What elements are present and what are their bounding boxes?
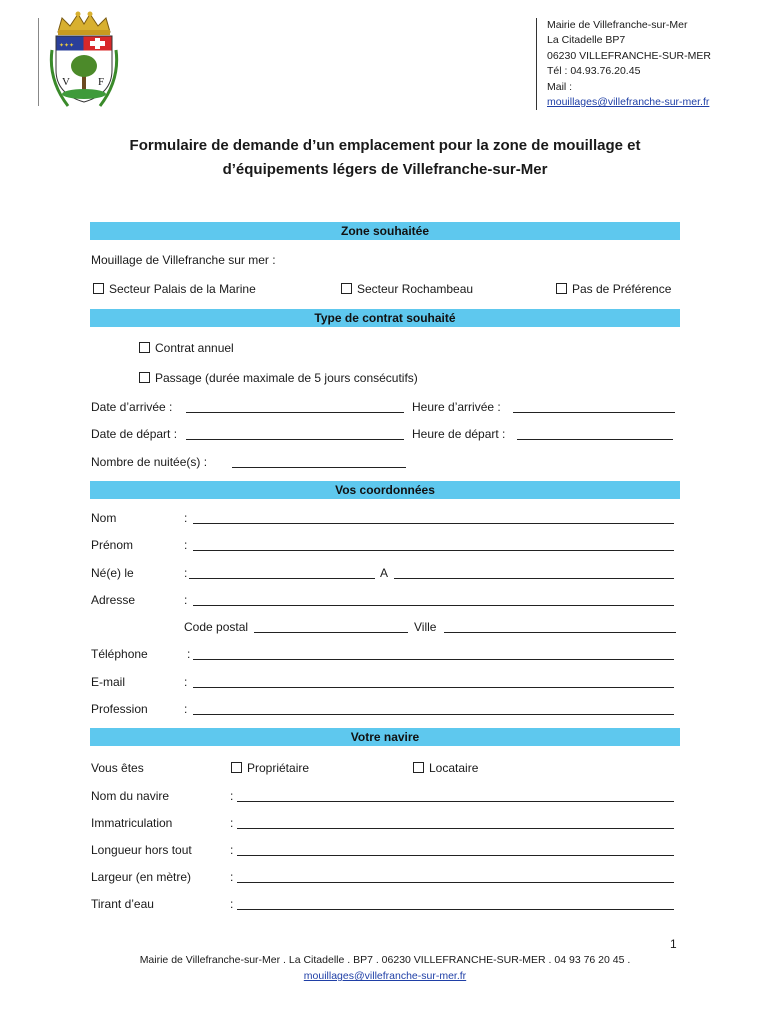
address-line: 06230 VILLEFRANCHE-SUR-MER — [547, 49, 711, 62]
field-largeur[interactable] — [237, 882, 674, 883]
label-ville: Ville — [414, 620, 437, 634]
label-date-depart: Date de départ : — [91, 427, 178, 441]
colon: : — [184, 566, 188, 580]
field-lieu-naissance[interactable] — [394, 578, 674, 579]
checkbox-icon[interactable] — [139, 342, 150, 353]
field-ville[interactable] — [444, 632, 676, 633]
section-header-coordonnees: Vos coordonnées — [90, 481, 680, 499]
checkbox-label: Passage (durée maximale de 5 jours consécutifs) — [155, 371, 418, 385]
label-longueur: Longueur hors tout — [91, 843, 192, 857]
label-heure-arrivee: Heure d’arrivée : — [412, 400, 501, 414]
field-heure-depart[interactable] — [517, 439, 673, 440]
checkbox-icon[interactable] — [139, 372, 150, 383]
label-code-postal: Code postal — [184, 620, 249, 634]
coat-of-arms-icon — [48, 10, 120, 110]
field-nom-navire[interactable] — [237, 801, 674, 802]
label-immatriculation: Immatriculation — [91, 816, 173, 830]
address-block — [536, 18, 770, 110]
colon: : — [184, 593, 188, 607]
svg-text:✦✦✦: ✦✦✦ — [59, 42, 75, 49]
checkbox-icon[interactable] — [341, 283, 352, 294]
header-email-link[interactable]: mouillages@villefranche-sur-mer.fr — [547, 96, 710, 109]
label-ne-le: Né(e) le — [91, 566, 134, 580]
zone-intro: Mouillage de Villefranche sur mer : — [91, 253, 276, 267]
colon: : — [230, 816, 234, 830]
form-title-line1: Formulaire de demande d’un emplacement pour la zone de mouillage et — [129, 137, 641, 154]
field-email[interactable] — [193, 687, 674, 688]
page-number: 1 — [670, 937, 677, 951]
header-divider — [38, 18, 39, 106]
field-telephone[interactable] — [193, 659, 674, 660]
label-telephone: Téléphone — [91, 647, 148, 661]
colon: : — [187, 647, 191, 661]
label-heure-depart: Heure de départ : — [412, 427, 506, 441]
address-line: Mail : — [547, 80, 573, 93]
label-profession: Profession — [91, 702, 148, 716]
checkbox-contrat-annuel[interactable] — [139, 340, 234, 356]
field-heure-arrivee[interactable] — [513, 412, 675, 413]
logo-letter-v: V — [62, 76, 70, 88]
label-adresse: Adresse — [91, 593, 136, 607]
field-adresse[interactable] — [193, 605, 674, 606]
address-line: La Citadelle BP7 — [547, 34, 626, 47]
colon: : — [184, 511, 188, 525]
section-header-navire: Votre navire — [90, 728, 680, 746]
label-email: E-mail — [91, 675, 126, 689]
field-date-depart[interactable] — [186, 439, 404, 440]
colon: : — [184, 702, 188, 716]
colon: : — [230, 897, 234, 911]
section-header-contrat: Type de contrat souhaité — [90, 309, 680, 327]
field-date-naissance[interactable] — [189, 578, 375, 579]
label-nuitees: Nombre de nuitée(s) : — [91, 455, 208, 469]
checkbox-label: Secteur Rochambeau — [357, 282, 474, 296]
section-header-zone: Zone souhaitée — [90, 222, 680, 240]
address-line: Mairie de Villefranche-sur-Mer — [547, 19, 688, 31]
label-nom-navire: Nom du navire — [91, 789, 170, 803]
field-longueur[interactable] — [237, 855, 674, 856]
form-title-line2: d’équipements légers de Villefranche-sur-Mer — [222, 161, 548, 178]
checkbox-rochambeau[interactable] — [341, 281, 473, 297]
checkbox-label: Pas de Préférence — [572, 282, 672, 296]
checkbox-proprietaire[interactable] — [231, 760, 309, 776]
checkbox-icon[interactable] — [231, 762, 242, 773]
checkbox-label: Locataire — [429, 761, 479, 775]
field-code-postal[interactable] — [254, 632, 408, 633]
checkbox-icon[interactable] — [93, 283, 104, 294]
field-nuitees[interactable] — [232, 467, 406, 468]
field-nom[interactable] — [193, 523, 674, 524]
checkbox-icon[interactable] — [556, 283, 567, 294]
city-logo — [48, 10, 120, 110]
checkbox-label: Contrat annuel — [155, 341, 234, 355]
colon: : — [184, 538, 188, 552]
label-date-arrivee: Date d’arrivée : — [91, 400, 173, 414]
checkbox-icon[interactable] — [413, 762, 424, 773]
field-prenom[interactable] — [193, 550, 674, 551]
footer-address: Mairie de Villefranche-sur-Mer . La Citadelle . BP7 . 06230 VILLEFRANCHE-SUR-MER . 04 93 76 20 45 . — [139, 954, 631, 966]
label-tirant-eau: Tirant d’eau — [91, 897, 154, 911]
field-tirant-eau[interactable] — [237, 909, 674, 910]
logo-letter-f: F — [98, 76, 105, 88]
address-line: Tél : 04.93.76.20.45 — [547, 65, 641, 78]
field-immatriculation[interactable] — [237, 828, 674, 829]
checkbox-pas-preference[interactable] — [556, 281, 671, 297]
label-vous-etes: Vous êtes — [91, 761, 144, 775]
colon: : — [184, 675, 188, 689]
field-profession[interactable] — [193, 714, 674, 715]
checkbox-passage[interactable] — [139, 370, 418, 386]
checkbox-label: Propriétaire — [247, 761, 310, 775]
colon: : — [230, 789, 234, 803]
footer-email-link[interactable]: mouillages@villefranche-sur-mer.fr — [303, 970, 467, 982]
colon: : — [230, 870, 234, 884]
checkbox-palais-marine[interactable] — [93, 281, 256, 297]
field-date-arrivee[interactable] — [186, 412, 404, 413]
label-largeur: Largeur (en mètre) — [91, 870, 192, 884]
label-prenom: Prénom — [91, 538, 134, 552]
colon: : — [230, 843, 234, 857]
label-nom: Nom — [91, 511, 117, 525]
footer-email-wrap — [0, 968, 770, 984]
checkbox-locataire[interactable] — [413, 760, 478, 776]
label-lieu-naissance: A — [380, 566, 389, 580]
checkbox-label: Secteur Palais de la Marine — [109, 282, 256, 296]
